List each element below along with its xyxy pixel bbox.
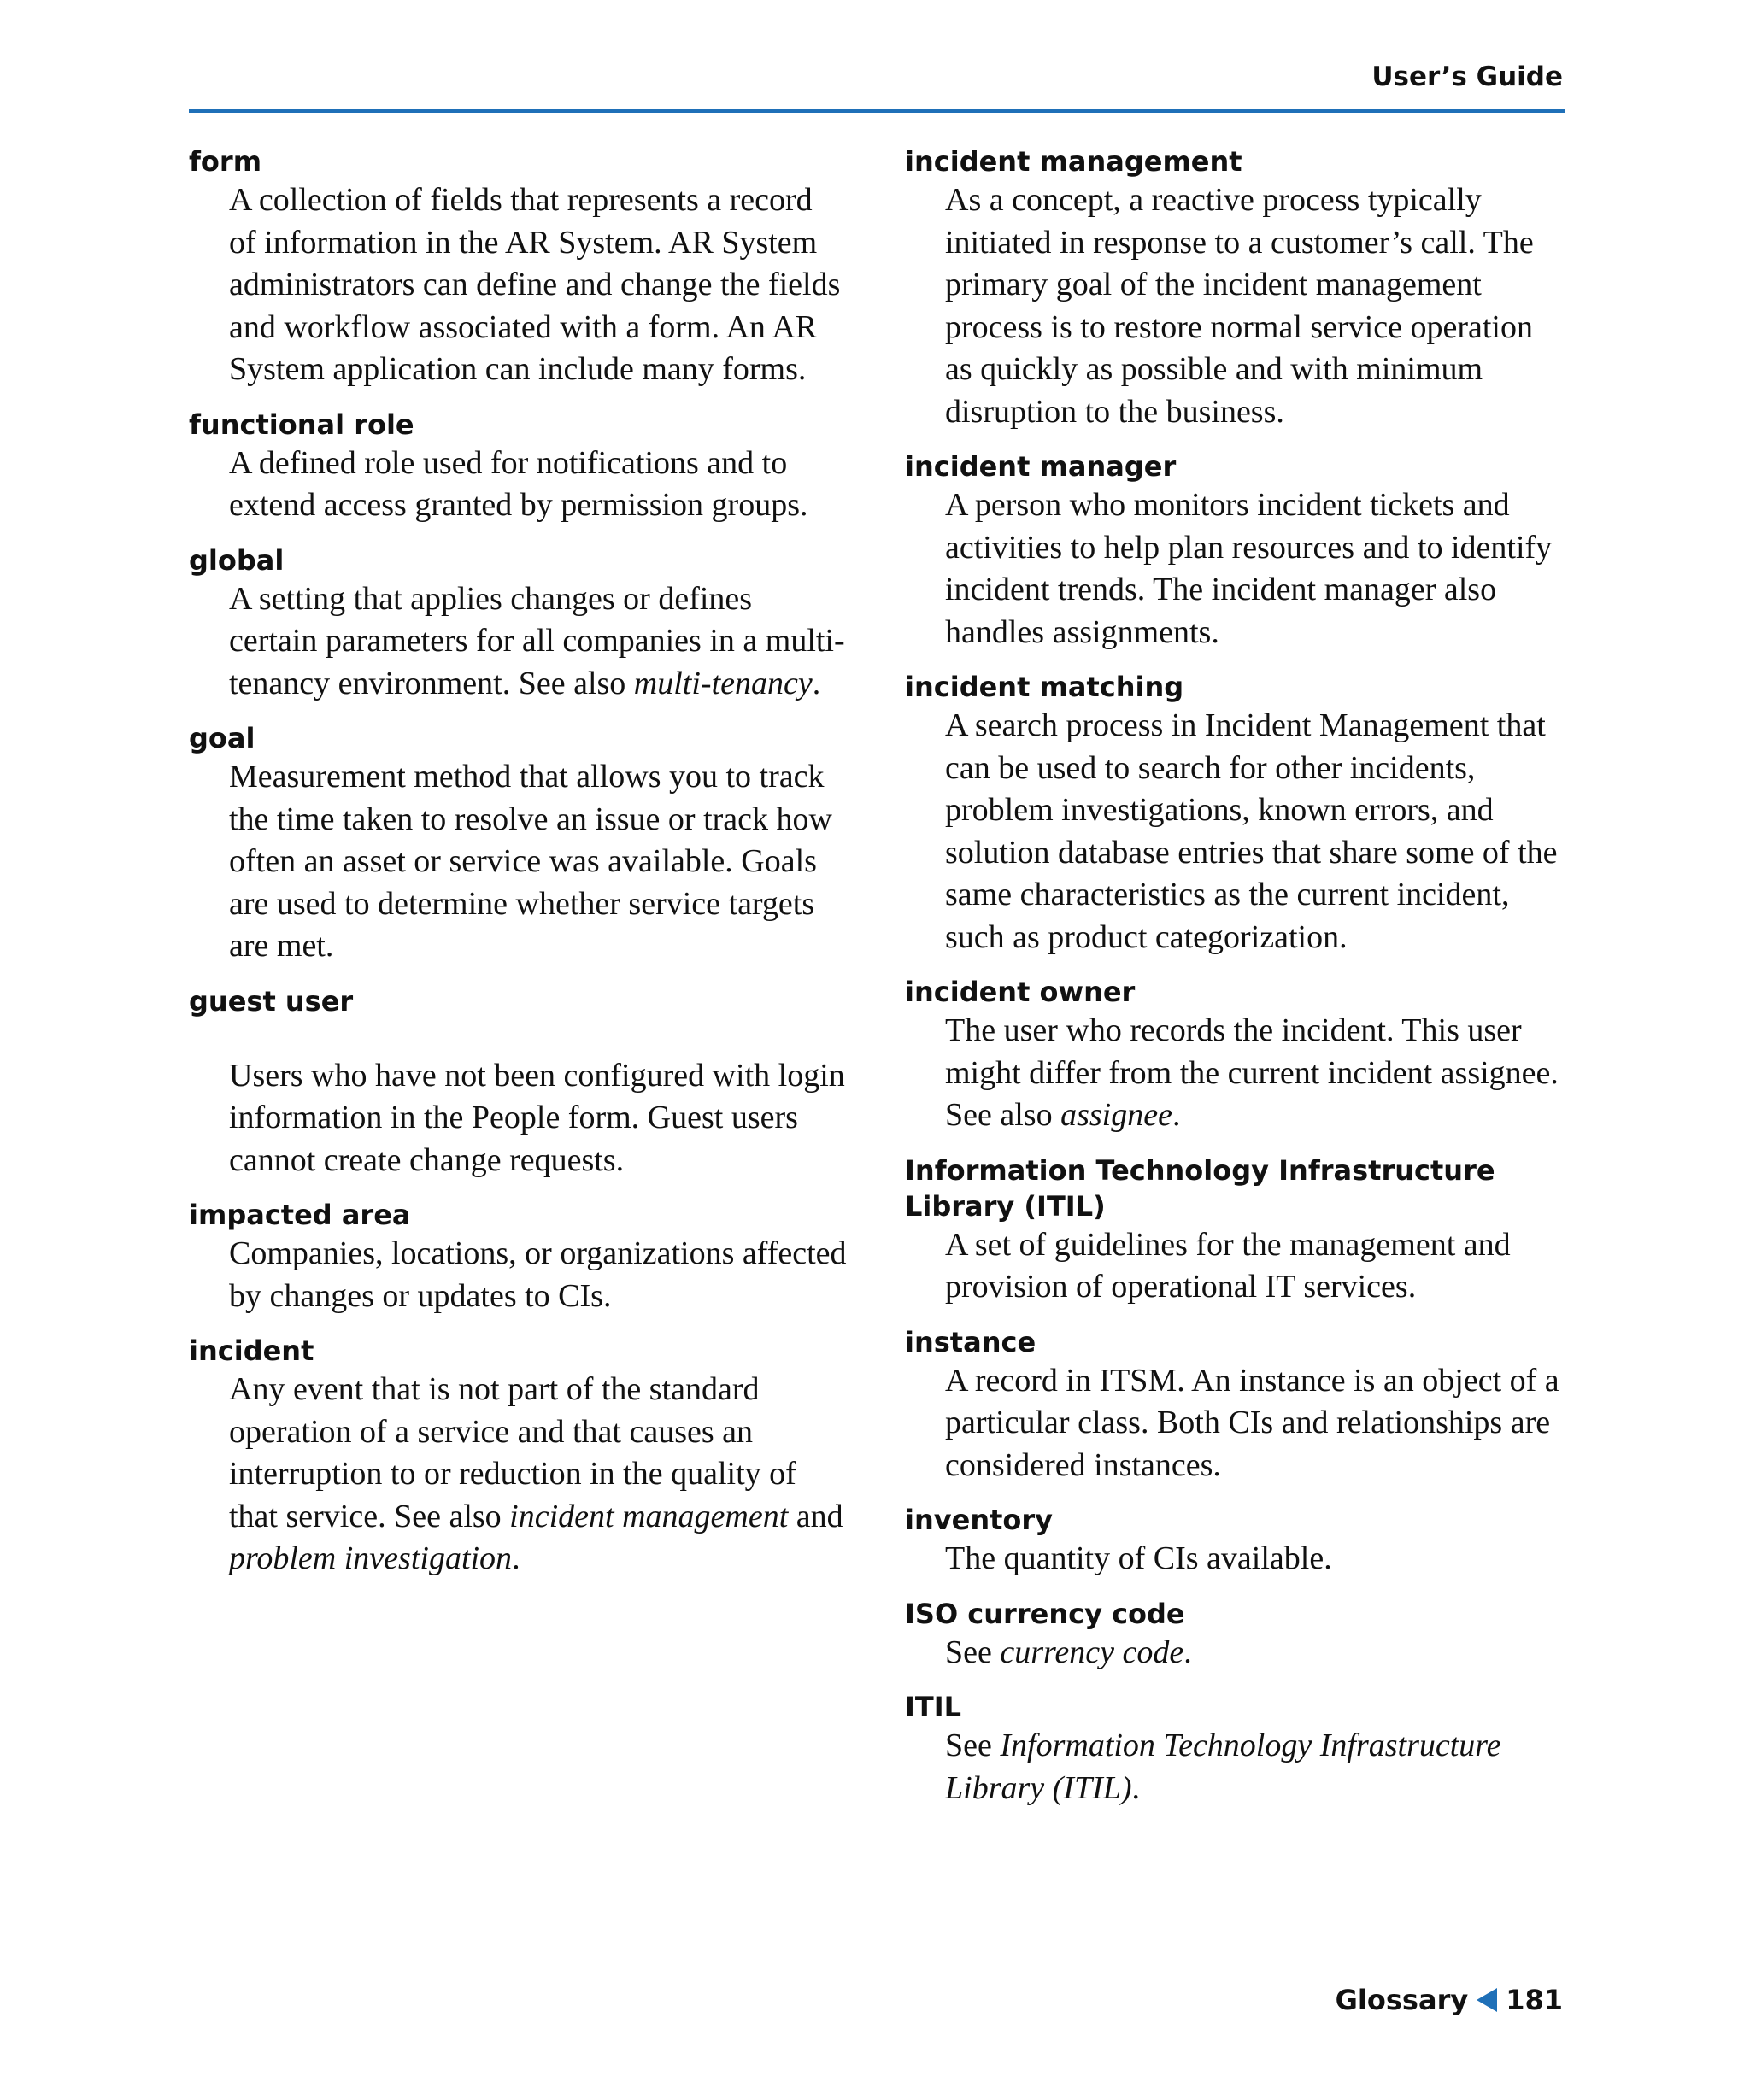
glossary-right-column xyxy=(905,144,1563,1825)
glossary-definition: Users who have not been configured with login information in the People form. Guest users cannot create change requests. xyxy=(229,1057,845,1178)
glossary-definition: A collection of fields that represents a record of information in the AR System. AR System administrators can define and change the fields and workflow associated with a form. An AR System application can include many forms. xyxy=(229,182,841,387)
glossary-term: instance xyxy=(905,1325,1036,1358)
glossary-entry xyxy=(905,144,1563,433)
glossary-entry xyxy=(905,669,1563,959)
triangle-left-icon xyxy=(1477,1988,1497,2012)
glossary-left-column xyxy=(189,144,847,1596)
glossary-entry xyxy=(189,1197,847,1317)
glossary-definition: A defined role used for notifications and to extend access granted by permission groups. xyxy=(229,444,808,523)
glossary-entry xyxy=(905,1324,1563,1487)
glossary-term: goal xyxy=(189,722,255,754)
glossary-entry xyxy=(905,1689,1563,1810)
glossary-definition: A person who monitors incident tickets and activities to help plan resources and to identify incident trends. The incident manager also handles assignments. xyxy=(945,487,1553,650)
glossary-term: incident owner xyxy=(905,976,1136,1008)
glossary-entry xyxy=(905,1502,1563,1581)
glossary-entry xyxy=(905,1153,1563,1309)
glossary-entry xyxy=(905,1596,1563,1675)
glossary-entry xyxy=(905,449,1563,654)
glossary-definition: See currency code. xyxy=(945,1634,1192,1670)
glossary-definition: A record in ITSM. An instance is an object of a particular class. Both CIs and relationships are considered instances. xyxy=(945,1362,1559,1483)
cross-reference: currency code xyxy=(1000,1634,1184,1670)
running-header-title: User’s Guide xyxy=(1371,62,1563,92)
glossary-definition: Any event that is not part of the standard operation of a service and that causes an interruption to or reduction in the quality of that service. See also incident management and problem investigation. xyxy=(229,1371,843,1576)
glossary-entry xyxy=(905,974,1563,1137)
glossary-definition: A setting that applies changes or defines certain parameters for all companies in a multi-tenancy environment. See also multi-tenancy. xyxy=(229,580,845,701)
glossary-entry xyxy=(189,1333,847,1581)
glossary-term: ISO currency code xyxy=(905,1597,1185,1630)
glossary-term: global xyxy=(189,543,285,577)
glossary-definition: Companies, locations, or organizations affected by changes or updates to CIs. xyxy=(229,1235,847,1314)
glossary-term: inventory xyxy=(905,1504,1054,1536)
glossary-term: form xyxy=(189,145,262,178)
glossary-term: ITIL xyxy=(905,1691,962,1723)
page-footer xyxy=(1336,1984,1563,2016)
cross-reference: Information Technology Infrastructure Library (ITIL) xyxy=(945,1728,1501,1806)
header-rule xyxy=(189,109,1565,113)
glossary-term: impacted area xyxy=(189,1199,411,1231)
glossary-definition: See Information Technology Infrastructure Library (ITIL). xyxy=(945,1728,1501,1806)
cross-reference: problem investigation xyxy=(229,1540,513,1576)
glossary-definition: A search process in Incident Management that can be used to search for other incidents, problem investigations, known errors, and solution database entries that share some of the same characteristics as the current incident, such as product categorization. xyxy=(945,707,1558,955)
cross-reference: assignee xyxy=(1060,1097,1172,1133)
glossary-definition: A set of guidelines for the management and provision of operational IT services. xyxy=(945,1226,1511,1305)
footer-section-label: Glossary xyxy=(1335,1984,1469,2016)
glossary-term: incident manager xyxy=(905,450,1177,483)
glossary-entry xyxy=(189,720,847,968)
glossary-term: incident xyxy=(189,1334,314,1367)
glossary-term: incident management xyxy=(905,145,1242,178)
glossary-definition: Measurement method that allows you to track the time taken to resolve an issue or track how often an asset or service was available. Goals are used to determine whether service targets are met. xyxy=(229,759,832,964)
glossary-definition: The user who records the incident. This user might differ from the current incident assignee. See also assignee. xyxy=(945,1012,1559,1133)
glossary-entry xyxy=(189,144,847,391)
page-number: 181 xyxy=(1506,1984,1563,2016)
cross-reference: multi-tenancy xyxy=(633,665,813,701)
glossary-term: functional role xyxy=(189,408,414,441)
cross-reference: incident management xyxy=(509,1498,789,1534)
glossary-term: incident matching xyxy=(905,671,1184,703)
glossary-entry xyxy=(189,543,847,706)
glossary-term: Information Technology Infrastructure Library (ITIL) xyxy=(905,1153,1495,1223)
glossary-definition: The quantity of CIs available. xyxy=(945,1540,1332,1576)
glossary-entry xyxy=(189,983,847,1182)
glossary-definition: As a concept, a reactive process typically initiated in response to a customer’s call. The primary goal of the incident management process is to restore normal service operation as quickly as possible and with minimum disruption to the business. xyxy=(945,182,1534,430)
glossary-entry xyxy=(189,407,847,527)
glossary-term: guest user xyxy=(189,984,354,1018)
